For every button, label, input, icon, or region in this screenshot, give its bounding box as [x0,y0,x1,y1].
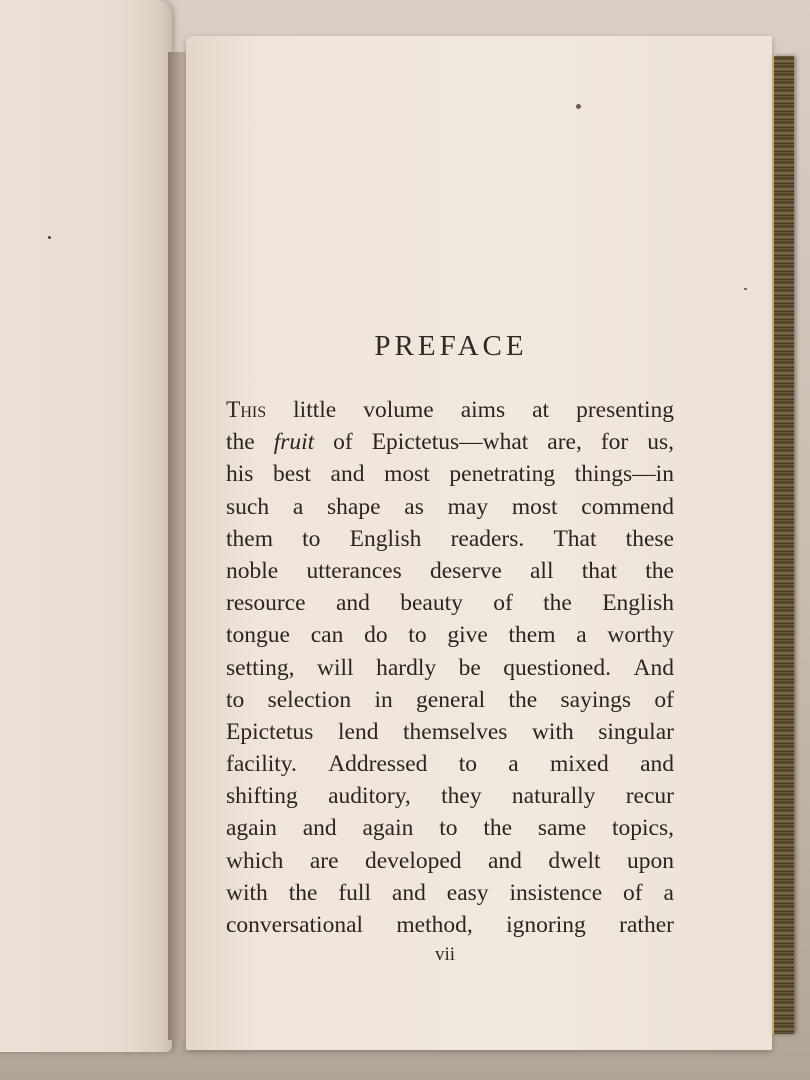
word: with [531,718,574,745]
word: that [581,557,617,584]
text-line [226,587,674,619]
word: auditory, [328,783,411,810]
word: to [226,686,245,713]
word: little [293,397,337,423]
word: to [302,525,321,552]
word: general [416,686,486,713]
word: a [508,751,519,778]
word: and [640,751,674,778]
word: beauty [400,590,463,617]
word: things—in [574,461,674,488]
word: worthy [607,622,674,649]
word: a [663,879,674,906]
word: which [226,847,284,874]
word: full [338,879,371,906]
word: give [447,622,488,649]
ink-speck [576,104,581,109]
word: with [226,879,268,906]
word: as [404,493,424,520]
word: ignoring [506,912,586,938]
word: of [623,879,643,906]
text-line [226,491,674,523]
word: This [226,397,267,423]
word: are, [547,429,582,456]
word: the [226,429,255,456]
word: are [309,847,339,874]
word: recur [625,783,674,810]
text-line [226,394,674,426]
text-line [226,877,674,909]
word: most [511,493,558,520]
text-line [226,555,674,587]
word: most [384,461,430,488]
word: can [310,622,344,649]
word: for [600,429,629,456]
word: dwelt [548,847,601,874]
word: facility. [226,751,297,778]
word: mixed [550,751,609,778]
word: of [654,686,674,713]
word: to [408,622,427,649]
word: insistence [509,879,603,906]
page-title: PREFACE [374,330,528,362]
text-line [226,426,674,458]
word: us, [647,429,674,456]
word: same [537,815,587,842]
text-line [226,845,674,877]
preface-text [226,394,674,941]
word: commend [581,493,674,520]
word: best [273,461,311,488]
word: readers. [450,525,525,552]
word: will [317,654,354,681]
word: and [487,847,522,874]
word: upon [626,847,674,874]
word: hardly [376,654,437,681]
word: in [374,686,393,713]
word: the [645,557,674,584]
word: and [391,879,426,906]
word: resource [226,590,306,617]
word: be [458,654,481,681]
word: Epictetus [226,718,314,745]
word: tongue [226,622,290,649]
word: questioned. [503,654,611,681]
word: easy [446,879,489,906]
ink-speck [744,288,747,290]
word: rather [619,912,674,938]
word: noble [226,557,279,584]
text-line [226,458,674,490]
word: them [226,525,273,552]
word: such [226,493,270,520]
word: And [633,654,674,681]
word: lend [337,718,379,745]
word: at [532,397,550,423]
word: English [349,525,422,552]
text-line [226,780,674,812]
word: setting, [226,654,295,681]
page-number: vii [434,944,456,965]
word: a [576,622,587,649]
word: developed [364,847,462,874]
word: shape [327,493,381,520]
word: conversational [226,912,364,938]
word: these [625,525,674,552]
word: do [364,622,388,649]
word: deserve [429,557,502,584]
word: again [362,815,414,842]
word: sayings [560,686,632,713]
word: and [302,815,337,842]
word: the [483,815,513,842]
word: of [493,590,513,617]
text-line [226,652,674,684]
word: Epictetus—what [371,429,529,456]
word: they [441,783,482,810]
word: aims [460,397,506,423]
word: them [508,622,556,649]
word: to [458,751,477,778]
word: selection [267,686,352,713]
word: the [508,686,538,713]
word: all [530,557,554,584]
text-line [226,748,674,780]
word: volume [363,397,434,423]
word: shifting [226,783,298,810]
word: and [335,590,370,617]
left-page [0,0,172,1052]
word: fruit [273,429,315,456]
word: again [226,815,277,842]
word: to [439,815,458,842]
word: the [543,590,572,617]
word: singular [598,718,674,745]
word: utterances [306,557,402,584]
word: his [226,461,254,488]
word: themselves [402,718,508,745]
word: and [330,461,365,488]
word: of [333,429,353,456]
word: Addressed [328,751,428,778]
word: That [553,525,597,552]
word: naturally [511,783,596,810]
word: a [292,493,304,520]
word: the [288,879,318,906]
word: topics, [611,815,674,842]
ink-speck [48,236,51,239]
word: English [602,590,674,617]
text-line [226,716,674,748]
text-line [226,812,674,844]
word: penetrating [449,461,556,488]
word: method, [396,912,473,938]
text-line [226,684,674,716]
text-line [226,619,674,651]
text-line [226,909,674,941]
text-line [226,523,674,555]
word: may [447,493,489,520]
gilt-page-edge [772,56,794,1034]
word: presenting [576,397,674,423]
